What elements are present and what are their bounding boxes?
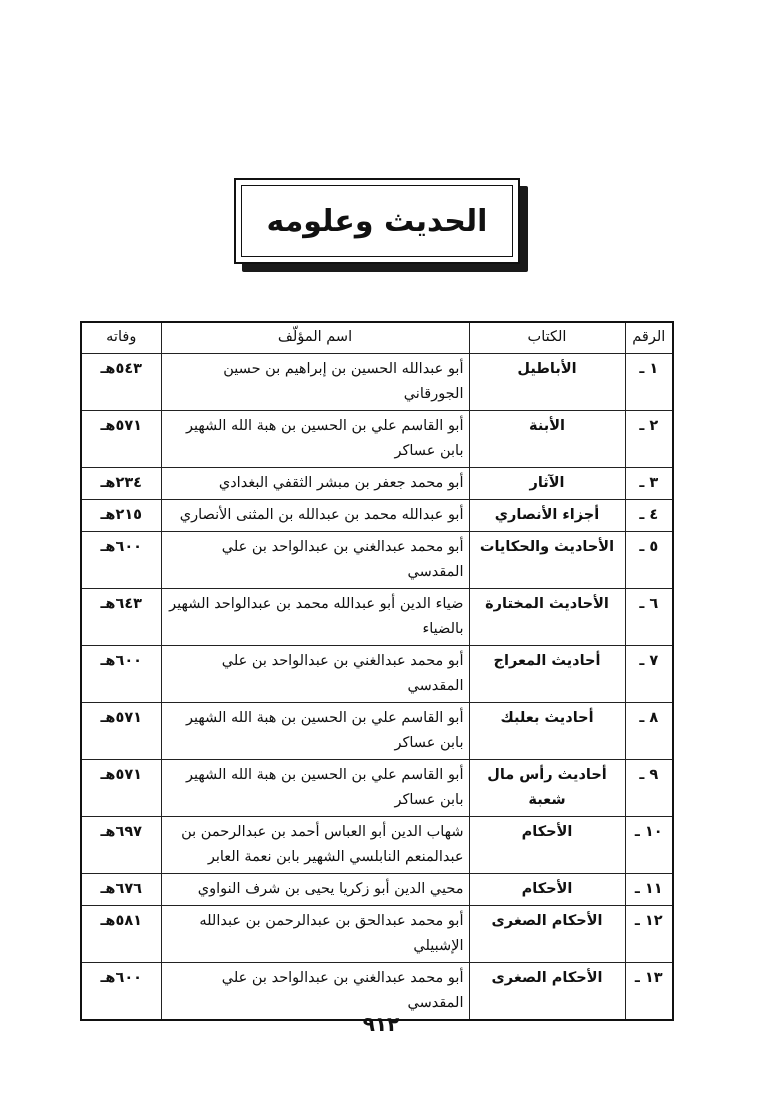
section-title-frame	[234, 178, 530, 274]
book-title: أحاديث المعراج	[469, 646, 625, 703]
row-number: ٤ ـ	[625, 500, 673, 532]
table-row	[81, 468, 673, 500]
death-year: ٦٠٠هـ	[81, 532, 161, 589]
table-row	[81, 532, 673, 589]
book-title: الأحكام	[469, 817, 625, 874]
row-number: ٩ ـ	[625, 760, 673, 817]
death-year: ٦٠٠هـ	[81, 646, 161, 703]
header-death: وفاته	[81, 322, 161, 354]
row-number: ٦ ـ	[625, 589, 673, 646]
death-year: ٥٧١هـ	[81, 760, 161, 817]
author-name: أبو القاسم علي بن الحسين بن هبة الله الشهير بابن عساكر	[161, 703, 469, 760]
table-row	[81, 760, 673, 817]
table-body	[81, 354, 673, 1021]
author-name: أبو محمد جعفر بن مبشر الثقفي البغدادي	[161, 468, 469, 500]
author-name: أبو القاسم علي بن الحسين بن هبة الله الشهير بابن عساكر	[161, 760, 469, 817]
death-year: ٦٧٦هـ	[81, 874, 161, 906]
table-header-row	[81, 322, 673, 354]
author-name: أبو محمد عبدالغني بن عبدالواحد بن علي المقدسي	[161, 963, 469, 1021]
table-row	[81, 589, 673, 646]
death-year: ٦٩٧هـ	[81, 817, 161, 874]
author-name: أبو محمد عبدالحق بن عبدالرحمن بن عبدالله الإشبيلي	[161, 906, 469, 963]
table-row	[81, 817, 673, 874]
death-year: ٥٨١هـ	[81, 906, 161, 963]
table-row	[81, 646, 673, 703]
title-inner-frame	[241, 185, 513, 257]
author-name: ضياء الدين أبو عبدالله محمد بن عبدالواحد الشهير بالضياء	[161, 589, 469, 646]
page-number: ٩١٢	[362, 1012, 400, 1036]
author-name: أبو عبدالله محمد بن عبدالله بن المثنى الأنصاري	[161, 500, 469, 532]
book-title: الأحاديث المختارة	[469, 589, 625, 646]
death-year: ٢٣٤هـ	[81, 468, 161, 500]
death-year: ٥٧١هـ	[81, 411, 161, 468]
row-number: ٨ ـ	[625, 703, 673, 760]
death-year: ٥٤٣هـ	[81, 354, 161, 411]
table-row	[81, 411, 673, 468]
table-row	[81, 703, 673, 760]
death-year: ٦٤٣هـ	[81, 589, 161, 646]
book-title: الأحكام الصغرى	[469, 906, 625, 963]
row-number: ١٠ ـ	[625, 817, 673, 874]
row-number: ٣ ـ	[625, 468, 673, 500]
row-number: ٧ ـ	[625, 646, 673, 703]
section-title: الحديث وعلومه	[266, 203, 488, 239]
row-number: ١٢ ـ	[625, 906, 673, 963]
book-title: أحاديث رأس مال شعبة	[469, 760, 625, 817]
book-title: الأبنة	[469, 411, 625, 468]
book-title: الآثار	[469, 468, 625, 500]
death-year: ٦٠٠هـ	[81, 963, 161, 1021]
book-title: الأحكام الصغرى	[469, 963, 625, 1021]
header-author: اسم المؤلّف	[161, 322, 469, 354]
table-row	[81, 874, 673, 906]
book-title: الأحكام	[469, 874, 625, 906]
header-book: الكتاب	[469, 322, 625, 354]
title-frame	[234, 178, 520, 264]
row-number: ١١ ـ	[625, 874, 673, 906]
author-name: محيي الدين أبو زكريا يحيى بن شرف النواوي	[161, 874, 469, 906]
death-year: ٥٧١هـ	[81, 703, 161, 760]
book-title: الأباطيل	[469, 354, 625, 411]
author-name: أبو محمد عبدالغني بن عبدالواحد بن علي المقدسي	[161, 646, 469, 703]
author-name: شهاب الدين أبو العباس أحمد بن عبدالرحمن بن عبدالمنعم النابلسي الشهير بابن نعمة العابر	[161, 817, 469, 874]
row-number: ١ ـ	[625, 354, 673, 411]
book-title: أجزاء الأنصاري	[469, 500, 625, 532]
table-row	[81, 500, 673, 532]
header-number: الرقم	[625, 322, 673, 354]
books-table	[80, 321, 674, 1021]
row-number: ٥ ـ	[625, 532, 673, 589]
author-name: أبو محمد عبدالغني بن عبدالواحد بن علي المقدسي	[161, 532, 469, 589]
book-title: أحاديث بعلبك	[469, 703, 625, 760]
table-row	[81, 906, 673, 963]
row-number: ١٣ ـ	[625, 963, 673, 1021]
death-year: ٢١٥هـ	[81, 500, 161, 532]
author-name: أبو القاسم علي بن الحسين بن هبة الله الشهير بابن عساكر	[161, 411, 469, 468]
book-title: الأحاديث والحكايات	[469, 532, 625, 589]
row-number: ٢ ـ	[625, 411, 673, 468]
table-row	[81, 354, 673, 411]
author-name: أبو عبدالله الحسين بن إبراهيم بن حسين الجورقاني	[161, 354, 469, 411]
